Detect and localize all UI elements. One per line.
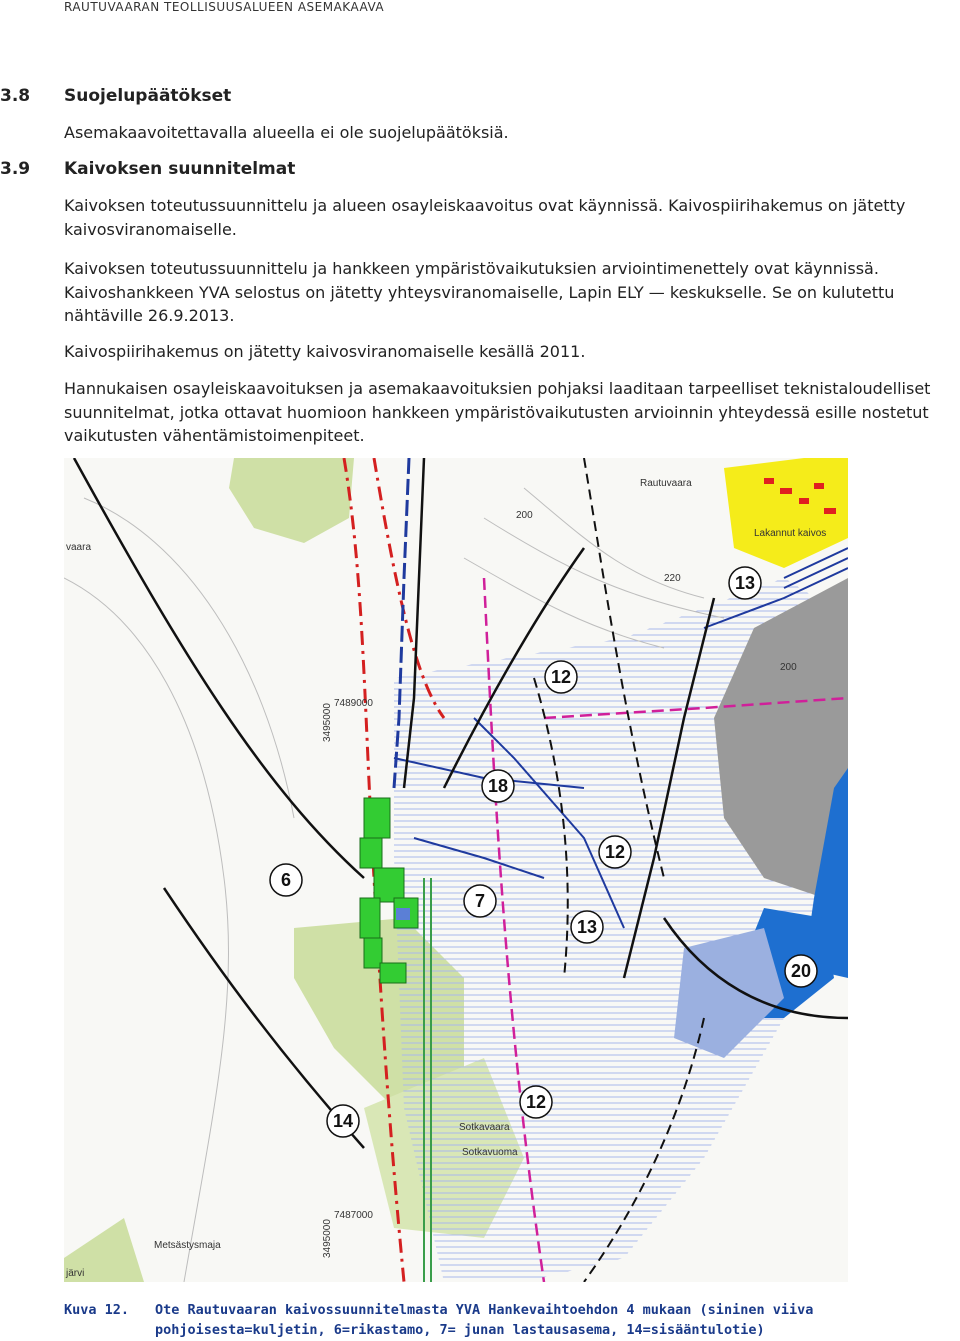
place-label: Sotkavuoma (462, 1147, 518, 1158)
paragraph: Asemakaavoitettavalla alueella ei ole suojelupäätöksiä. (64, 123, 509, 142)
marker-6 (270, 864, 302, 896)
coordinate-label: 3495000 (322, 1219, 333, 1258)
marker-label: 20 (790, 961, 812, 981)
section-title: Kaivoksen suunnitelmat (64, 159, 296, 179)
section-title: Suojelupäätökset (64, 86, 232, 106)
marker-label: 14 (332, 1111, 354, 1131)
loading-building (396, 908, 410, 920)
contour-label: 200 (516, 510, 533, 521)
marker-label: 18 (487, 776, 509, 796)
place-label: Rautuvaara (640, 478, 692, 489)
place-label: Lakannut kaivos (754, 528, 827, 539)
marker-13 (571, 911, 603, 943)
marker-label: 12 (550, 667, 572, 687)
marker-label: 13 (576, 917, 598, 937)
section-number: 3.8 (0, 86, 31, 106)
place-label: Metsästysmaja (154, 1240, 221, 1251)
marker-label: 6 (280, 870, 292, 890)
marker-20 (785, 955, 817, 987)
mine-plan-map (64, 458, 848, 1282)
marker-label: 7 (474, 891, 486, 911)
marker-18 (482, 770, 514, 802)
marker-12 (520, 1086, 552, 1118)
contour-label: 220 (664, 573, 681, 584)
marker-13 (729, 567, 761, 599)
page-header: RAUTUVAARAN TEOLLISUUSALUEEN ASEMAKAAVA (64, 0, 385, 14)
contour-label: 200 (780, 662, 797, 673)
coordinate-label: 3495000 (322, 703, 333, 742)
coordinate-label: 7487000 (334, 1210, 373, 1221)
place-label: Sotkavaara (459, 1122, 510, 1133)
paragraph: Kaivospiirihakemus on jätetty kaivosviranomaiselle kesällä 2011. (64, 342, 586, 361)
marker-12 (545, 661, 577, 693)
paragraph: Hannukaisen osayleiskaavoituksen ja asemakaavoituksien pohjaksi laaditaan tarpeelliset teknistaloudelliset suunnitelmat, jotka ottavat huomioon hankkeen ympäristövaikutusten arvioinnin yhteydessä esille nostetut vaikutusten vähentämistoimenpiteet. (64, 379, 931, 445)
caption-text: Ote Rautuvaaran kaivossuunnitelmasta YVA Hankevaihtoehdon 4 mukaan (sininen viiva pohjoisesta=kuljetin, 6=rikastamo, 7= junan lastausasema, 14=sisääntulotie) (155, 1302, 814, 1338)
marker-label: 13 (734, 573, 756, 593)
marker-14 (327, 1105, 359, 1137)
paragraph: Kaivoksen toteutussuunnittelu ja alueen osayleiskaavoitus ovat käynnissä. Kaivospiirihakemus on jätetty kaivosviranomaiselle. (64, 196, 906, 239)
marker-7 (464, 885, 496, 917)
marker-label: 12 (604, 842, 626, 862)
place-label: vaara (66, 542, 92, 553)
paragraph: Kaivoksen toteutussuunnittelu ja hankkeen ympäristövaikutuksien arviointimenettely ovat käynnissä. Kaivoshankkeen YVA selostus on jätetty yhteysviranomaiselle, Lapin ELY — keskukselle. Se on kulutettu nähtäville 26.9.2013. (64, 259, 895, 325)
caption-label: Kuva 12. (64, 1302, 130, 1318)
marker-label: 12 (525, 1092, 547, 1112)
section-number: 3.9 (0, 159, 31, 179)
place-label: järvi (66, 1268, 85, 1279)
marker-12 (599, 836, 631, 868)
coordinate-label: 7489000 (334, 698, 373, 709)
